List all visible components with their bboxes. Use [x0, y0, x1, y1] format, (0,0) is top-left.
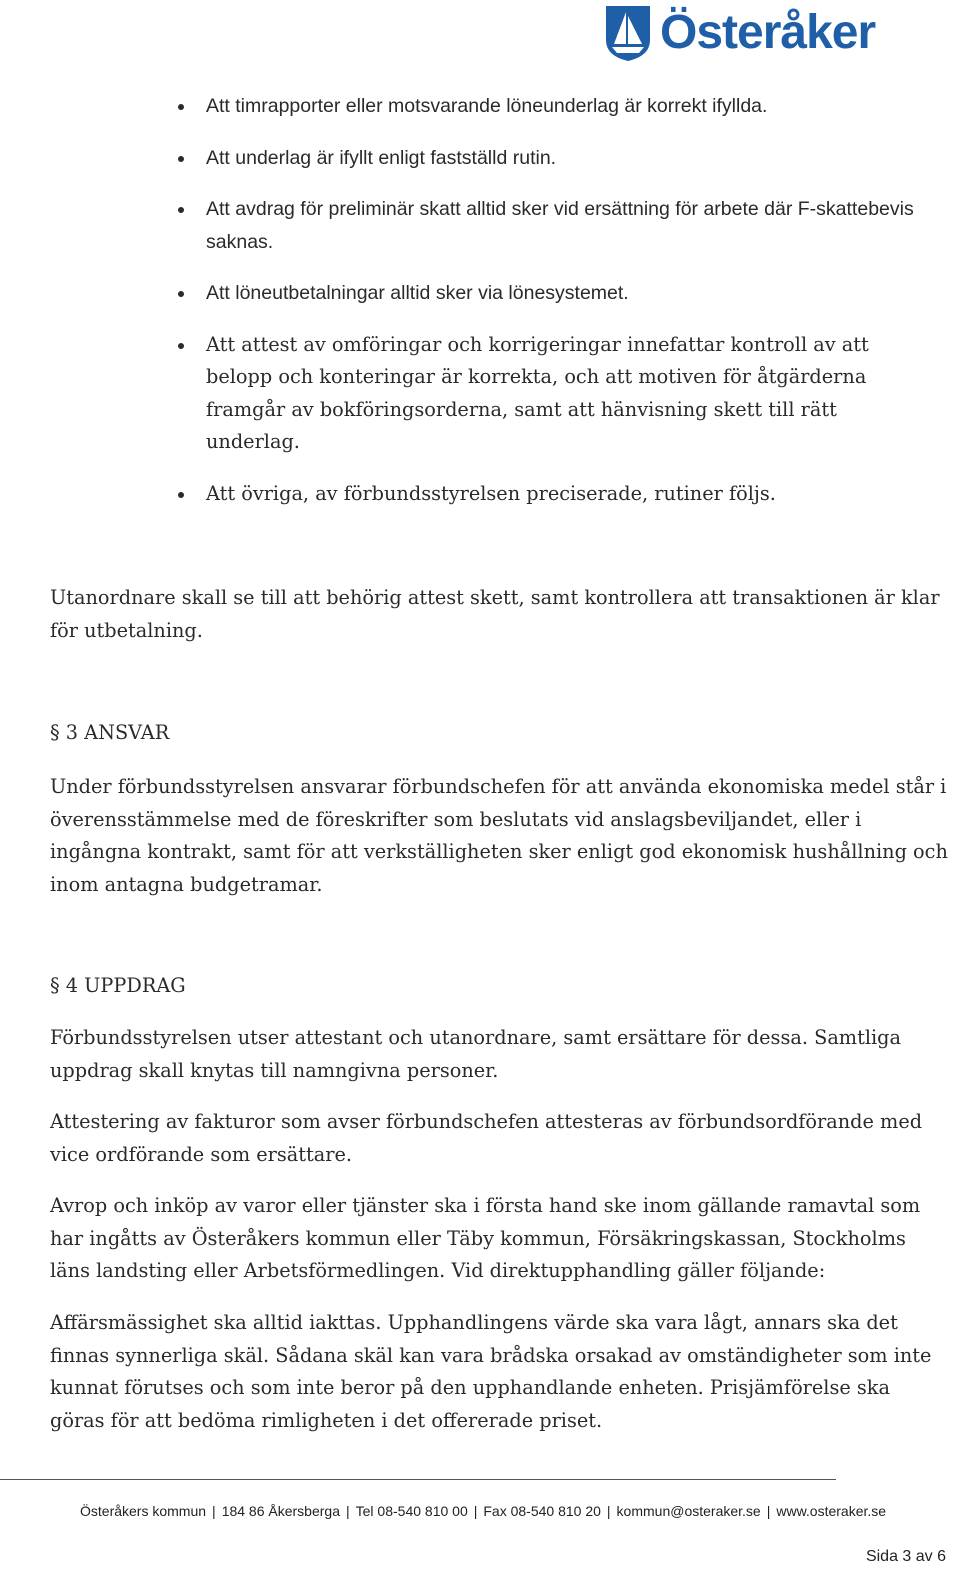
- bullet-icon: [178, 492, 184, 498]
- list-item-text: Att övriga, av förbundsstyrelsen preciserade, rutiner följs.: [206, 481, 776, 505]
- bullet-icon: [178, 104, 184, 110]
- list-item: [50, 193, 930, 258]
- bullet-icon: [178, 156, 184, 162]
- list-item: [50, 329, 930, 459]
- list-item-text: Att löneutbetalningar alltid sker via lönesystemet.: [206, 282, 629, 304]
- sailboat-shield-icon: [604, 4, 652, 62]
- footer-divider: [0, 1479, 836, 1480]
- bullet-icon: [178, 343, 184, 349]
- utanordnare-paragraph: Utanordnare skall se till att behörig attest skett, samt kontrollera att transaktionen är klar för utbetalning.: [50, 586, 940, 642]
- page-number: Sida 3 av 6: [865, 1548, 946, 1565]
- section-4-paragraph: Affärsmässighet ska alltid iakttas. Upphandlingens värde ska vara lågt, annars ska det finnas synnerliga skäl. Sådana skäl kan vara brådska orsakad av omständigheter som inte kunnat förutses och som inte beror på den upphandlande enheten. Prisjämförelse ska göras för att bedöma rimligheten i det offererade priset.: [50, 1311, 932, 1432]
- footer: Österåkers kommun | 184 86 Åkersberga | Tel 08-540 810 00 | Fax 08-540 810 20 | kommun@osteraker.se | www.osteraker.se: [80, 1503, 887, 1519]
- footer-web[interactable]: www.osteraker.se: [776, 1503, 887, 1519]
- bullet-icon: [178, 207, 184, 213]
- list-item: [50, 277, 930, 310]
- list-item-text: Att timrapporter eller motsvarande löneunderlag är korrekt ifyllda.: [206, 95, 768, 117]
- bullet-icon: [178, 291, 184, 297]
- section-3-text: Under förbundsstyrelsen ansvarar förbundschefen för att använda ekonomiska medel står i överensstämmelse med de föreskrifter som beslutats vid anslagsbeviljandet, eller i ingångna kontrakt, samt för att verkställigheten sker enligt god ekonomisk hushållning och inom antagna budgetramar.: [50, 775, 948, 896]
- footer-email[interactable]: kommun@osteraker.se: [616, 1503, 761, 1519]
- footer-tel: Tel 08-540 810 00: [355, 1503, 468, 1519]
- section-4-paragraph: Attestering av fakturor som avser förbundschefen attesteras av förbundsordförande med vice ordförande som ersättare.: [50, 1110, 923, 1166]
- list-item: [50, 90, 930, 123]
- section-3-heading: § 3 ANSVAR: [50, 721, 170, 744]
- logo-text: Österåker: [660, 6, 876, 59]
- footer-fax: Fax 08-540 810 20: [483, 1503, 601, 1519]
- list-item: [50, 478, 930, 511]
- section-4-paragraph: Förbundsstyrelsen utser attestant och utanordnare, samt ersättare för dessa. Samtliga uppdrag skall knytas till namngivna personer.: [50, 1026, 902, 1082]
- osteraker-logo: [604, 4, 875, 62]
- list-item: [50, 142, 930, 175]
- requirements-list: [50, 90, 930, 529]
- list-item-text: Att underlag är ifyllt enligt fastställd rutin.: [206, 146, 557, 169]
- list-item-text: Att avdrag för preliminär skatt alltid sker vid ersättning för arbete där F-skattebevis saknas.: [206, 198, 914, 253]
- list-item-text: Att attest av omföringar och korrigeringar innefattar kontroll av att belopp och konteringar är korrekta, och att motiven för åtgärderna framgår av bokföringsorderna, samt att hänvisning skett till rätt underlag.: [206, 332, 869, 453]
- footer-address: 184 86 Åkersberga: [221, 1503, 340, 1519]
- footer-org: Österåkers kommun: [80, 1503, 207, 1519]
- section-4-paragraph: Avrop och inköp av varor eller tjänster ska i första hand ske inom gällande ramavtal som har ingåtts av Österåkers kommun eller Täby kommun, Försäkringskassan, Stockholms läns landsting eller Arbetsförmedlingen. Vid direktupphandling gäller följande:: [50, 1194, 921, 1282]
- section-4-heading: § 4 UPPDRAG: [50, 974, 186, 997]
